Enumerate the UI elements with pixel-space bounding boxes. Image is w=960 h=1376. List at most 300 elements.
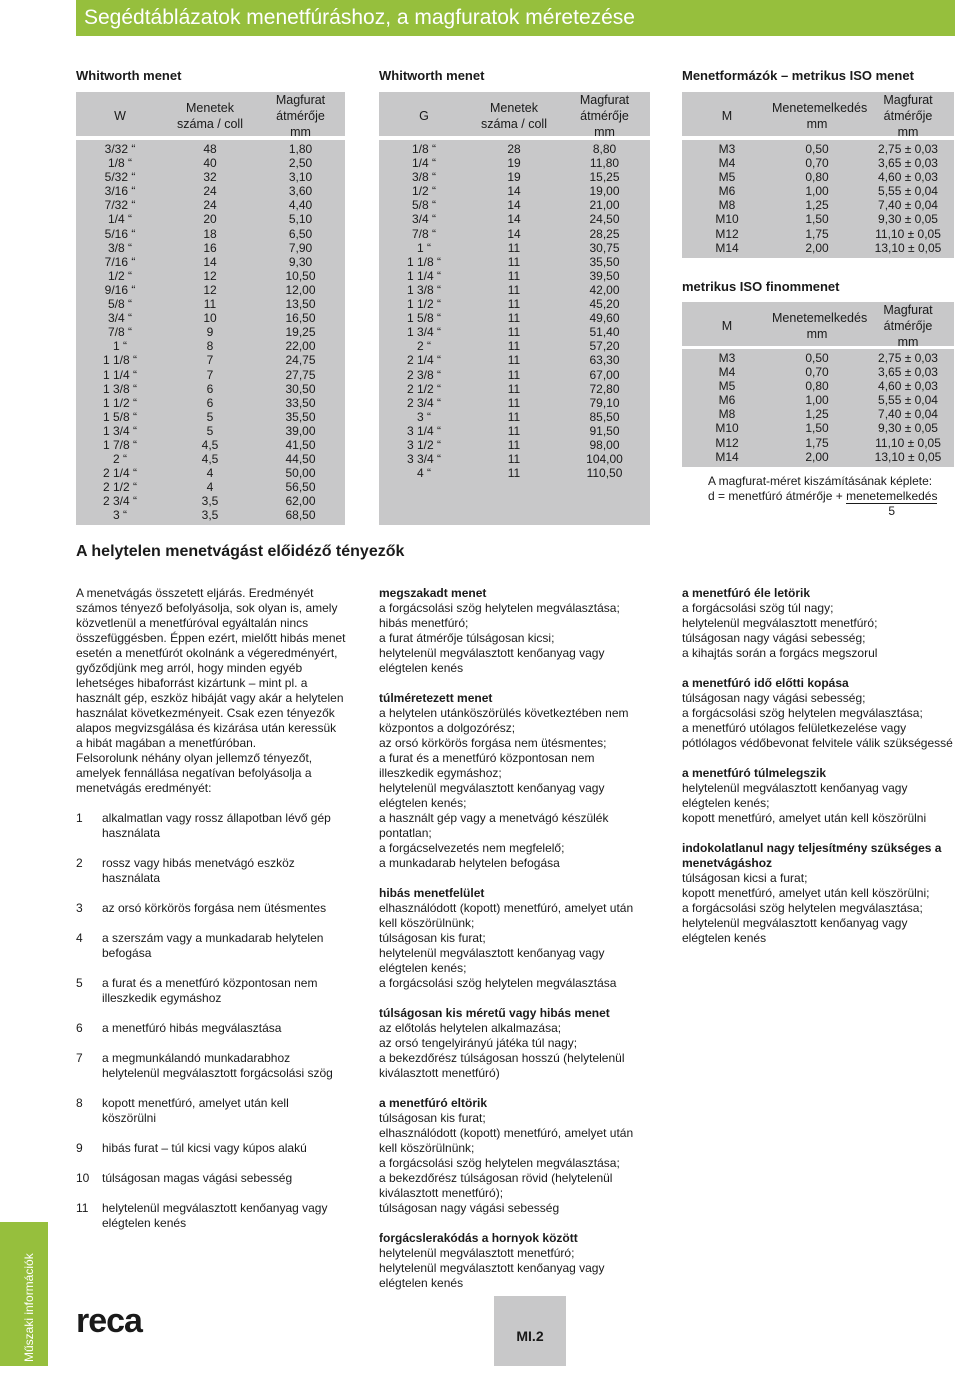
t2-cell: 3/4 “ [411, 212, 436, 227]
factor-number: 10 [76, 1171, 90, 1185]
t1-cell: 24 [203, 198, 217, 213]
t1-cell: 4,5 [201, 437, 219, 452]
t2-cell: 1 “ [416, 240, 431, 255]
t3-cell: 0,80 [805, 170, 829, 185]
t3-cell: 11,10 ± 0,05 [875, 226, 941, 241]
cause-line: a forgácsolási szög helytelen megválasztása; [379, 601, 620, 615]
t1-cell: 3/8 “ [107, 240, 132, 255]
t3-header-cell: Menetemelkedés mm [772, 101, 868, 131]
t4-cell: M3 [718, 351, 736, 365]
factor-item [76, 1201, 346, 1231]
t2-cell: 3/8 “ [411, 170, 436, 185]
t3-cell: 0,70 [805, 156, 829, 171]
t3-cell: M4 [718, 156, 736, 171]
t4-cell: M14 [715, 449, 739, 464]
t4-cell: 1,25 [805, 407, 829, 422]
t4-cell: M8 [718, 407, 736, 422]
t2-cell: 11 [507, 423, 521, 438]
t2-cell: 2 1/4 “ [406, 353, 442, 368]
side-tab-label: Műszaki információk [22, 1253, 36, 1362]
cause-heading: túlságosan kis méretű vagy hibás menet [379, 1006, 610, 1020]
factor-number: 6 [76, 1021, 83, 1035]
cause-line: a használt gép vagy a menetvágó készülék pontatlan; [379, 811, 609, 840]
t4-cell: 3,65 ± 0,03 [878, 365, 938, 380]
page-number: MI.2 [494, 1296, 566, 1366]
cause-heading: túlméretezett menet [379, 691, 493, 705]
t3-cell: 2,00 [805, 240, 829, 255]
t2-cell: 72,80 [589, 381, 620, 396]
t1-cell: 56,50 [285, 480, 316, 495]
t1-cell: 5,10 [288, 212, 313, 227]
t4-cell: 1,00 [805, 393, 829, 408]
t4-cell: M12 [715, 435, 739, 450]
t4-cell: 9,30 ± 0,05 [878, 421, 938, 436]
cause-heading: hibás menetfelület [379, 886, 485, 900]
t2-cell: 11 [507, 395, 521, 410]
t1-cell: 6 [206, 395, 214, 410]
table3-header [682, 92, 954, 139]
t3-cell: M12 [715, 226, 739, 241]
t3-cell: M14 [715, 240, 739, 255]
formula [708, 489, 937, 518]
t4-cell: M4 [718, 365, 736, 380]
t1-cell: 9 [206, 325, 214, 340]
cause-line: helytelenül megválasztott kenőanyag vagy elégtelen kenés; [379, 946, 605, 975]
cause-line: hibás menetfúró; [379, 616, 469, 630]
factor-text: alkalmatlan vagy rossz állapotban lévő gép használata [102, 811, 331, 840]
t2-cell: 7/8 “ [411, 226, 436, 241]
t4-cell: M10 [715, 421, 739, 436]
t1-cell: 39,00 [285, 423, 316, 438]
intro-paragraph-2: Felsorolunk néhány olyan jellemző tényezőt, amelyek fennállása negatívan befolyásolja a menetvágás eredményét: [76, 751, 313, 795]
t2-cell: 11 [507, 254, 521, 269]
t1-cell: 10,50 [285, 268, 316, 283]
t1-cell: 3,10 [288, 170, 313, 185]
t2-cell: 21,00 [589, 198, 620, 213]
t2-cell: 19 [507, 156, 521, 171]
t4-cell: 1,75 [805, 435, 829, 450]
t4-cell: 0,70 [805, 365, 829, 380]
t2-cell: 42,00 [589, 282, 620, 297]
table1-body [76, 140, 345, 523]
t4-cell: 13,10 ± 0,05 [874, 449, 942, 464]
t3-cell: M3 [718, 142, 736, 156]
factor-text: túlságosan magas vágási sebesség [102, 1171, 293, 1185]
cause-line: a kihajtás során a forgács megszorul [682, 646, 878, 660]
cause-line: a furat és a menetfúró központosan nem illeszkedik egymáshoz; [379, 751, 595, 780]
table3-body [682, 140, 954, 255]
t3-cell: 1,75 [805, 226, 829, 241]
t1-cell: 19,25 [285, 325, 316, 340]
cause-line: a forgácsolási szög helytelen megválasztása; [682, 706, 923, 720]
t2-cell: 3 3/4 “ [406, 452, 442, 467]
t2-cell: 49,60 [589, 311, 620, 326]
cause-line: a forgácsolási szög túl nagy; [682, 601, 834, 615]
t2-cell: 19,00 [589, 184, 620, 199]
table4-body-bg [682, 349, 954, 467]
t1-cell: 48 [203, 142, 217, 156]
t2-header-cell: Magfurat átmérője mm [579, 93, 630, 139]
t4-cell: 11,10 ± 0,05 [875, 435, 941, 450]
t2-cell: 98,00 [589, 437, 620, 452]
t1-cell: 1 1/4 “ [102, 367, 138, 382]
t1-cell: 3,5 [201, 508, 219, 523]
factor-text: a furat és a menetfúró központosan nem illeszkedik egymáshoz [102, 976, 318, 1005]
factor-text: kopott menetfúró, amelyet után kell köszörülni [102, 1096, 289, 1125]
t1-header-cell: Magfurat átmérője mm [275, 93, 326, 139]
t2-cell: 1 1/4 “ [406, 268, 442, 283]
t2-cell: 1/8 “ [411, 142, 436, 156]
t1-cell: 40 [203, 156, 217, 171]
t1-cell: 27,75 [285, 367, 316, 382]
cause-line: az orsó tengelyirányú játéka túl nagy; [379, 1036, 578, 1050]
cause-line: túlságosan nagy vágási sebesség; [682, 631, 866, 645]
t2-cell: 11 [507, 339, 521, 354]
t3-cell: 13,10 ± 0,05 [874, 240, 942, 255]
t2-cell: 104,00 [586, 452, 623, 467]
t4-header-cell: Menetemelkedés mm [772, 311, 868, 341]
t2-cell: 24,50 [589, 212, 620, 227]
cause-line: helytelenül megválasztott kenőanyag vagy elégtelen kenés [682, 916, 908, 945]
t1-cell: 5 [206, 409, 214, 424]
t3-cell: M5 [718, 170, 736, 185]
t4-cell: 2,00 [805, 449, 829, 464]
t4-cell: 1,50 [805, 421, 829, 436]
t2-cell: 11 [507, 282, 521, 297]
t2-cell: 8,80 [592, 142, 617, 156]
factor-item [76, 1096, 346, 1126]
t1-cell: 20 [203, 212, 217, 227]
t1-cell: 5/32 “ [104, 170, 136, 185]
t1-header-cell: W [114, 109, 126, 123]
cause-heading: a menetfúró eltörik [379, 1096, 488, 1110]
t1-cell: 18 [203, 226, 217, 241]
factor-text: a megmunkálandó munkadarabhoz helytelenül megválasztott forgácsolási szög [102, 1051, 333, 1080]
t2-cell: 11 [507, 452, 521, 467]
t1-cell: 6 [206, 381, 214, 396]
t3-cell: 0,50 [805, 142, 829, 156]
t2-cell: 11,80 [589, 156, 620, 171]
t2-cell: 51,40 [589, 325, 620, 340]
formula-lhs: d = menetfúró átmérője + [708, 489, 847, 503]
t2-cell: 28 [507, 142, 521, 156]
factor-number: 1 [76, 811, 83, 825]
t1-cell: 16,50 [285, 311, 316, 326]
t2-cell: 14 [507, 212, 521, 227]
t4-cell: M5 [718, 379, 736, 394]
cause-line: az orsó körkörös forgása nem ütésmentes; [379, 736, 607, 750]
cause-line: a forgácselvezetés nem megfelelő; [379, 841, 565, 855]
t1-cell: 50,00 [285, 466, 316, 481]
cause-line: helytelenül megválasztott kenőanyag vagy elégtelen kenés; [379, 781, 605, 810]
t1-cell: 41,50 [285, 437, 316, 452]
factor-text: rossz vagy hibás menetvágó eszköz használata [102, 856, 295, 885]
cause-heading: a menetfúró túlmelegszik [682, 766, 827, 780]
t2-cell: 2 3/8 “ [406, 367, 442, 382]
t4-cell: 0,80 [805, 379, 829, 394]
t1-cell: 12,00 [285, 282, 316, 297]
formula-intro: A magfurat-méret kiszámításának képlete: [708, 474, 933, 488]
cause-line: a forgácsolási szög helytelen megválasztása; [682, 901, 923, 915]
t1-cell: 3/4 “ [107, 311, 132, 326]
factor-item [76, 901, 346, 916]
t1-cell: 1 3/8 “ [102, 381, 138, 396]
cause-line: a menetfúró utólagos felületkezelése vagy pótlólagos védőbevonat felvitele válik szükségessé [682, 721, 953, 750]
t1-cell: 1/4 “ [107, 212, 132, 227]
t2-cell: 11 [507, 381, 521, 396]
table2-title: Whitworth menet [379, 68, 485, 83]
t2-cell: 15,25 [589, 170, 620, 185]
t2-cell: 1/2 “ [411, 184, 436, 199]
t1-header-cell: Menetek száma / coll [177, 101, 243, 131]
t1-cell: 7 [206, 367, 214, 382]
section-title: A helytelen menetvágást előidéző tényezők [76, 543, 405, 560]
t1-cell: 3/32 “ [104, 142, 136, 156]
factor-item [76, 1051, 346, 1081]
cause-heading: indokolatlanul nagy teljesítmény szükséges a menetvágáshoz [682, 841, 942, 870]
cause-line: a bekezdőrész túlságosan rövid (helytelenül kiválasztott menetfúró); [379, 1171, 613, 1200]
table1-header [76, 92, 345, 139]
cause-heading: a menetfúró idő előtti kopása [682, 676, 849, 690]
t1-cell: 1 3/4 “ [102, 423, 138, 438]
factor-number: 2 [76, 856, 83, 870]
cause-line: helytelenül megválasztott kenőanyag vagy elégtelen kenés [379, 646, 605, 675]
t3-cell: 5,55 ± 0,04 [878, 184, 938, 199]
t2-cell: 11 [507, 367, 521, 382]
t2-cell: 35,50 [589, 254, 620, 269]
side-tab [0, 1222, 48, 1366]
t2-cell: 14 [507, 184, 521, 199]
cause-line: a furat átmérője túlságosan kicsi; [379, 631, 555, 645]
t2-cell: 11 [507, 325, 521, 340]
t4-cell: 2,75 ± 0,03 [878, 351, 938, 365]
t4-header-cell: M [721, 319, 733, 333]
factor-list [76, 811, 346, 1231]
t1-cell: 7/32 “ [104, 198, 136, 213]
t1-cell: 1 1/8 “ [102, 353, 138, 368]
t1-cell: 62,00 [285, 494, 316, 509]
t2-cell: 1 3/8 “ [406, 282, 442, 297]
t3-cell: 1,00 [805, 184, 829, 199]
t2-cell: 11 [507, 409, 521, 424]
factor-text: a menetfúró hibás megválasztása [102, 1021, 282, 1035]
t1-cell: 3/16 “ [104, 184, 136, 199]
t1-cell: 5/8 “ [107, 297, 132, 312]
t1-cell: 4,5 [201, 452, 219, 467]
table4-header [682, 302, 954, 349]
t1-cell: 1/2 “ [107, 268, 132, 283]
factor-number: 4 [76, 931, 83, 945]
t1-cell: 35,50 [285, 409, 316, 424]
factor-text: hibás furat – túl kicsi vagy kúpos alakú [102, 1141, 307, 1155]
factor-number: 7 [76, 1051, 83, 1065]
factor-text: helytelenül megválasztott kenőanyag vagy elégtelen kenés [102, 1201, 328, 1230]
factor-number: 11 [76, 1201, 89, 1215]
t1-cell: 24,75 [285, 353, 316, 368]
t1-cell: 2 3/4 “ [102, 494, 138, 509]
t2-cell: 3 1/2 “ [406, 437, 442, 452]
t2-cell: 1 1/2 “ [406, 297, 442, 312]
factor-number: 8 [76, 1096, 83, 1110]
t2-cell: 1 5/8 “ [406, 311, 442, 326]
t1-cell: 7/8 “ [107, 325, 132, 340]
t3-header-cell: M [721, 109, 733, 123]
t3-cell: 4,60 ± 0,03 [878, 170, 938, 185]
t1-cell: 4 [206, 480, 214, 495]
t3-cell: 3,65 ± 0,03 [878, 156, 938, 171]
t1-cell: 1 1/2 “ [102, 395, 138, 410]
t1-cell: 24 [203, 184, 217, 199]
t2-cell: 11 [507, 240, 521, 255]
t2-header-cell: G [419, 109, 429, 123]
formula-fraction [846, 489, 937, 518]
factor-item [76, 1141, 346, 1156]
t1-cell: 4 [206, 466, 214, 481]
cause-heading: megszakadt menet [379, 586, 487, 600]
t1-cell: 32 [203, 170, 217, 185]
t1-cell: 14 [203, 254, 217, 269]
t2-cell: 2 1/2 “ [406, 381, 442, 396]
t2-cell: 11 [507, 297, 521, 312]
t3-cell: 1,25 [805, 198, 829, 213]
t4-cell: 0,50 [805, 351, 829, 365]
table3-title: Menetformázók – metrikus ISO menet [682, 68, 914, 83]
t4-cell: 5,55 ± 0,04 [878, 393, 938, 408]
formula-denominator: 5 [888, 504, 896, 518]
t2-cell: 11 [507, 353, 521, 368]
t1-cell: 30,50 [285, 381, 316, 396]
t1-cell: 5 [206, 423, 214, 438]
cause-line: a forgácsolási szög helytelen megválasztása [379, 976, 617, 990]
t1-cell: 4,40 [288, 198, 313, 213]
t1-cell: 3 “ [112, 508, 127, 523]
t3-cell: M10 [715, 212, 739, 227]
intro-paragraph: A menetvágás összetett eljárás. Eredményét számos tényező befolyásolja, sok olyan is, amely közvetlenül a menetfúróval egyáltalán nincs összefüggésben. Éppen ezért, mielőtt hibás menet esetén a menetfúrót okolnánk a végeredményért, győződjünk meg arról, hogy minden egyéb lehetséges hibaforrást kizártunk – mint pl. a használt gép, eszköz hibáját vagy akár a helytelen használat következményeit. Csak ezen tényezők alapos megvizsgálása és kizárása után keressük a hibát magában a menetfúróban. [76, 586, 346, 750]
t1-cell: 13,50 [285, 297, 316, 312]
factor-text: a szerszám vagy a munkadarab helytelen befogása [102, 931, 324, 960]
t4-cell: 7,40 ± 0,04 [878, 407, 938, 422]
t2-cell: 19 [507, 170, 521, 185]
t1-cell: 1 7/8 “ [102, 437, 138, 452]
cause-line: helytelenül megválasztott kenőanyag vagy elégtelen kenés; [682, 781, 908, 810]
t2-header-cell: Menetek száma / coll [481, 101, 547, 131]
t1-cell: 8 [206, 339, 214, 354]
t1-cell: 2 1/2 “ [102, 480, 138, 495]
table2-header [379, 92, 650, 139]
t4-cell: M6 [718, 393, 736, 408]
t2-cell: 11 [507, 466, 521, 481]
t1-cell: 1/8 “ [107, 156, 132, 171]
t2-cell: 1 1/8 “ [406, 254, 442, 269]
cause-line: az előtolás helytelen alkalmazása; [379, 1021, 562, 1035]
t1-cell: 9,30 [288, 254, 313, 269]
t1-cell: 6,50 [288, 226, 313, 241]
t2-cell: 39,50 [589, 268, 620, 283]
t2-cell: 2 3/4 “ [406, 395, 442, 410]
cause-line: túlságosan kis furat; [379, 931, 486, 945]
table3-body-bg [682, 140, 954, 258]
cause-heading: a menetfúró éle letörik [682, 586, 811, 600]
t1-cell: 1 “ [112, 339, 127, 354]
t2-cell: 30,75 [589, 240, 620, 255]
t2-cell: 11 [507, 437, 521, 452]
t2-cell: 67,00 [589, 367, 620, 382]
cause-line: túlságosan nagy vágási sebesség; [682, 691, 866, 705]
t3-cell: 2,75 ± 0,03 [878, 142, 938, 156]
t2-cell: 2 “ [416, 339, 431, 354]
t1-cell: 44,50 [285, 452, 316, 467]
cause-line: túlságosan kicsi a furat; [682, 871, 808, 885]
t2-cell: 57,20 [589, 339, 620, 354]
t4-header-cell: Magfurat átmérője mm [883, 303, 933, 349]
t1-cell: 12 [203, 282, 217, 297]
t1-cell: 22,00 [285, 339, 316, 354]
t2-cell: 91,50 [589, 423, 620, 438]
cause-heading: forgácslerakódás a hornyok között [379, 1231, 578, 1245]
t2-cell: 79,10 [589, 395, 620, 410]
t3-cell: M8 [718, 198, 736, 213]
cause-line: a bekezdőrész túlságosan hosszú (helytelenül kiválasztott menetfúró) [379, 1051, 625, 1080]
cause-line: túlságosan kis furat; [379, 1111, 486, 1125]
t2-cell: 11 [507, 311, 521, 326]
cause-line: kopott menetfúró, amelyet után kell köszörülni; [682, 886, 930, 900]
t1-cell: 1 5/8 “ [102, 409, 138, 424]
cause-line: a munkadarab helytelen befogása [379, 856, 560, 870]
factor-number: 5 [76, 976, 83, 990]
cause-line: helytelenül megválasztott menetfúró; [682, 616, 878, 630]
t2-cell: 3 1/4 “ [406, 423, 442, 438]
t1-cell: 7/16 “ [104, 254, 136, 269]
cause-line: a forgácsolási szög helytelen megválasztása; [379, 1156, 620, 1170]
t3-cell: M6 [718, 184, 736, 199]
t1-cell: 3,5 [201, 494, 219, 509]
t2-cell: 85,50 [589, 409, 620, 424]
t2-cell: 1/4 “ [411, 156, 436, 171]
t1-cell: 2,50 [288, 156, 313, 171]
table1-title: Whitworth menet [76, 68, 182, 83]
t2-cell: 3 “ [416, 409, 431, 424]
t1-cell: 68,50 [285, 508, 316, 523]
t1-cell: 1,80 [288, 142, 313, 156]
reca-logo: reca [76, 1302, 142, 1340]
t2-cell: 14 [507, 226, 521, 241]
t1-cell: 16 [203, 240, 217, 255]
t1-cell: 11 [203, 297, 217, 312]
t1-cell: 9/16 “ [104, 282, 136, 297]
cause-line: elhasználódott (kopott) menetfúró, amelyet után kell köszörülnünk; [379, 901, 634, 930]
left-column [76, 586, 346, 1246]
factor-item [76, 811, 346, 841]
page-banner: Segédtáblázatok menetfúráshoz, a magfuratok méretezése [76, 0, 955, 36]
t2-cell: 4 “ [416, 466, 431, 481]
factor-number: 9 [76, 1141, 83, 1155]
factor-item [76, 1021, 346, 1036]
right-column [682, 586, 954, 961]
t1-cell: 7 [206, 353, 214, 368]
factor-item [76, 931, 346, 961]
t2-cell: 45,20 [589, 297, 620, 312]
t2-cell: 28,25 [589, 226, 620, 241]
t2-cell: 63,30 [589, 353, 620, 368]
t2-cell: 14 [507, 198, 521, 213]
factor-item [76, 856, 346, 886]
t1-cell: 33,50 [285, 395, 316, 410]
t3-cell: 7,40 ± 0,04 [878, 198, 938, 213]
table4-body [682, 349, 954, 464]
t1-cell: 12 [203, 268, 217, 283]
table1-body-bg [76, 140, 345, 525]
t2-cell: 11 [507, 268, 521, 283]
